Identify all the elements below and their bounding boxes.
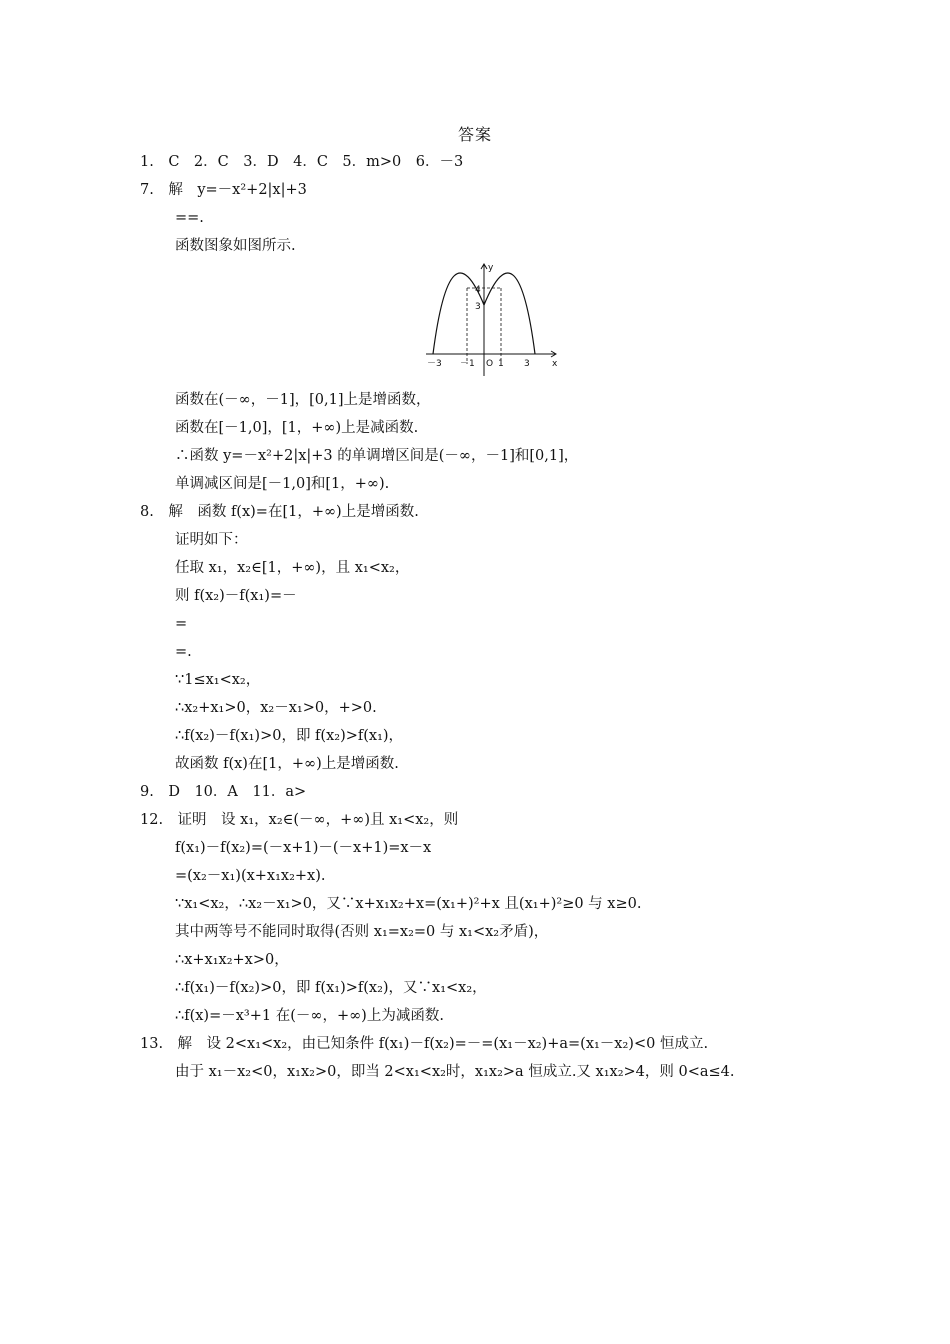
y-tick: 3	[475, 302, 481, 312]
answer-line: 函数图象如图所示.	[175, 238, 296, 254]
answer-line-13: 13. 解 设 2<x₁<x₂，由已知条件 f(x₁)－f(x₂)=－=(x₁－x₂)+a=(x₁－x₂)<0 恒成立.	[140, 1036, 709, 1052]
x-axis-label: x	[552, 359, 558, 369]
answer-line-1: 1. C 2．C 3．D 4．C 5．m>0 6．－3	[140, 154, 464, 170]
answer-line: 函数在[－1,0]，[1，+∞)上是减函数.	[175, 420, 419, 436]
origin-label: O	[486, 359, 494, 369]
answer-line: ∴x₂+x₁>0，x₂－x₁>0，+>0.	[175, 700, 377, 716]
answer-line: ∴x+x₁x₂+x>0，	[175, 952, 289, 968]
x-tick: 1	[498, 359, 504, 369]
answer-line: 其中两等号不能同时取得(否则 x₁=x₂=0 与 x₁<x₂矛盾)，	[175, 924, 549, 940]
answer-line: ∴f(x₂)－f(x₁)>0，即 f(x₂)>f(x₁)，	[175, 728, 404, 744]
answer-line: =(x₂－x₁)(x+x₁x₂+x).	[175, 868, 326, 884]
function-graph	[424, 258, 564, 380]
answer-line-12: 12. 证明 设 x₁，x₂∈(－∞，+∞)且 x₁<x₂，则	[140, 812, 459, 828]
answer-line: 由于 x₁－x₂<0，x₁x₂>0，即当 2<x₁<x₂时，x₁x₂>a 恒成立.又 x₁x₂>4，则 0<a≤4.	[175, 1064, 735, 1080]
answer-line-8: 8. 解 函数 f(x)=在[1，+∞)上是增函数.	[140, 504, 419, 520]
y-tick: 4	[475, 285, 481, 295]
answer-line: ∴f(x)=－x³+1 在(－∞，+∞)上为减函数.	[175, 1008, 444, 1024]
answer-line: 证明如下：	[175, 532, 248, 548]
answer-line: ∴f(x₁)－f(x₂)>0，即 f(x₁)>f(x₂)，又∵x₁<x₂，	[175, 980, 487, 996]
answer-line: 任取 x₁，x₂∈[1，+∞)，且 x₁<x₂，	[175, 560, 410, 576]
answer-line: ∵x₁<x₂，∴x₂－x₁>0，又∵x+x₁x₂+x=(x₁+)²+x 且(x₁+)²≥0 与 x≥0.	[175, 896, 642, 912]
x-tick: －1	[460, 359, 475, 369]
answer-line: =	[175, 616, 188, 632]
answer-line: 函数在(－∞，－1]，[0,1]上是增函数，	[175, 392, 431, 408]
answer-line: ==.	[175, 210, 204, 226]
x-tick: －3	[427, 359, 442, 369]
answer-line: 故函数 f(x)在[1，+∞)上是增函数.	[175, 756, 399, 772]
page-title: 答案	[457, 125, 492, 144]
answer-line-9: 9. D 10．A 11．a>	[140, 784, 307, 800]
answer-line-7: 7. 解 y=－x²+2|x|+3	[140, 182, 307, 198]
answer-line: ∵1≤x₁<x₂，	[175, 672, 261, 688]
answer-line: f(x₁)－f(x₂)=(－x+1)－(－x+1)=x－x	[175, 840, 432, 856]
answer-line: =.	[175, 644, 192, 660]
answer-line: ∴函数 y=－x²+2|x|+3 的单调增区间是(－∞，－1]和[0,1]，	[175, 448, 579, 464]
answer-line: 单调减区间是[－1,0]和[1，+∞).	[175, 476, 390, 492]
x-tick: 3	[524, 359, 530, 369]
y-axis-label: y	[488, 263, 494, 273]
answer-line: 则 f(x₂)－f(x₁)=－	[175, 588, 297, 604]
